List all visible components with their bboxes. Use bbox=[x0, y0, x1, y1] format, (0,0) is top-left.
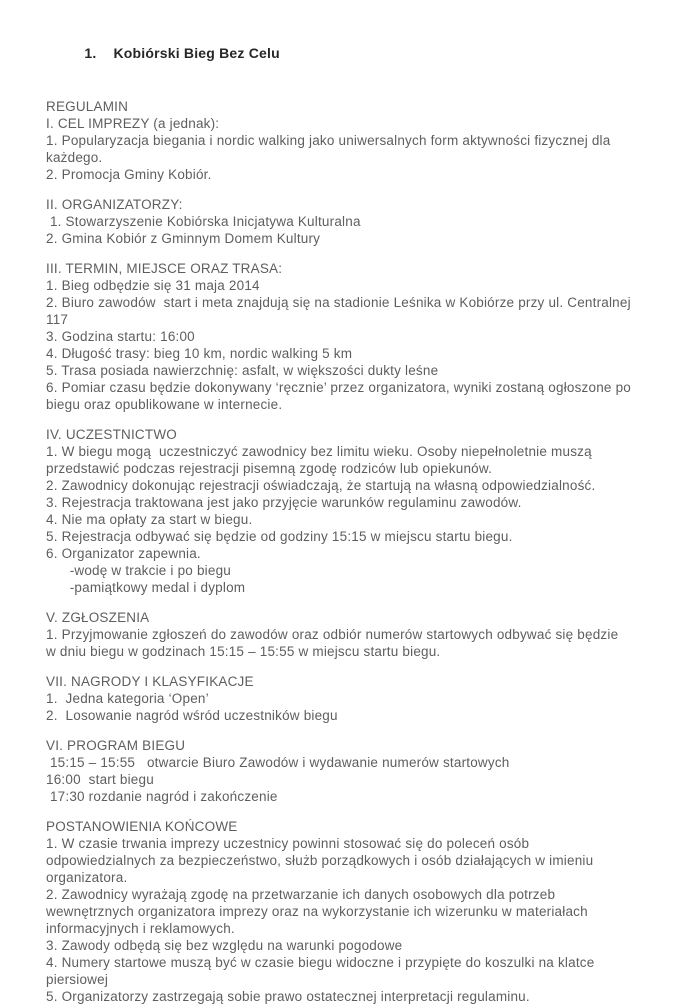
section-regulamin-cel-imprezy bbox=[46, 98, 673, 183]
text-line: -wodę w trakcie i po biegu bbox=[46, 563, 231, 578]
text-line: 4. Numery startowe muszą być w czasie biegu widoczne i przypięte do koszulki na klatce bbox=[46, 955, 595, 970]
text-line: piersiowej bbox=[46, 972, 109, 987]
text-line: 3. Zawody odbędą się bez względu na warunki pogodowe bbox=[46, 938, 403, 953]
text-line: 1. W biegu mogą uczestniczyć zawodnicy bez limitu wieku. Osoby niepełnoletnie muszą bbox=[46, 444, 592, 459]
document-title-number: 1. bbox=[84, 45, 97, 61]
section-nagrody-klasyfikacje bbox=[46, 673, 673, 724]
section-heading: VII. NAGRODY I KLASYFIKACJE bbox=[46, 674, 254, 689]
section-uczestnictwo bbox=[46, 426, 673, 596]
section-postanowienia-koncowe bbox=[46, 818, 673, 1005]
text-line: 5. Rejestracja odbywać się będzie od godziny 15:15 w miejscu startu biegu. bbox=[46, 529, 513, 544]
text-line: 16:00 start biegu bbox=[46, 772, 154, 787]
text-line: 17:30 rozdanie nagród i zakończenie bbox=[46, 789, 278, 804]
section-heading: VI. PROGRAM BIEGU bbox=[46, 738, 186, 753]
text-line: 15:15 – 15:55 otwarcie Biuro Zawodów i wydawanie numerów startowych bbox=[46, 755, 510, 770]
text-line: w dniu biegu w godzinach 15:15 – 15:55 w miejscu startu biegu. bbox=[46, 644, 441, 659]
text-line: przedstawić podczas rejestracji pisemną zgodę rodziców lub opiekunów. bbox=[46, 461, 493, 476]
section-heading: II. ORGANIZATORZY: bbox=[46, 197, 183, 212]
section-heading: REGULAMIN bbox=[46, 99, 129, 114]
text-line: 2. Losowanie nagród wśród uczestników biegu bbox=[46, 708, 338, 723]
text-line: 117 bbox=[46, 312, 69, 327]
text-line: 5. Trasa posiada nawierzchnię: asfalt, w większości dukty leśne bbox=[46, 363, 439, 378]
section-heading: III. TERMIN, MIEJSCE ORAZ TRASA: bbox=[46, 261, 283, 276]
section-heading: IV. UCZESTNICTWO bbox=[46, 427, 177, 442]
text-line: odpowiedzialnych za bezpieczeństwo, służb porządkowych i osób działających w imieniu bbox=[46, 853, 594, 868]
section-termin-miejsce-trasa bbox=[46, 260, 673, 413]
text-line: 5. Organizatorzy zastrzegają sobie prawo ostatecznej interpretacji regulaminu. bbox=[46, 989, 530, 1004]
text-line: 1. Przyjmowanie zgłoszeń do zawodów oraz odbiór numerów startowych odbywać się będzie bbox=[46, 627, 619, 642]
text-line: organizatora. bbox=[46, 870, 128, 885]
section-heading: POSTANOWIENIA KOŃCOWE bbox=[46, 819, 238, 834]
text-line: 4. Nie ma opłaty za start w biegu. bbox=[46, 512, 253, 527]
document-title bbox=[68, 28, 673, 79]
text-line: 2. Zawodnicy dokonując rejestracji oświadczają, że startują na własną odpowiedzialność. bbox=[46, 478, 596, 493]
text-line: 3. Godzina startu: 16:00 bbox=[46, 329, 195, 344]
text-line: informacyjnych i reklamowych. bbox=[46, 921, 235, 936]
section-program-biegu bbox=[46, 737, 673, 805]
section-organizatorzy bbox=[46, 196, 673, 247]
section-heading: V. ZGŁOSZENIA bbox=[46, 610, 150, 625]
text-line: każdego. bbox=[46, 150, 103, 165]
text-line: 2. Gmina Kobiór z Gminnym Domem Kultury bbox=[46, 231, 321, 246]
text-line: 1. Stowarzyszenie Kobiórska Inicjatywa Kulturalna bbox=[46, 214, 361, 229]
text-line: biegu oraz opublikowane w internecie. bbox=[46, 397, 283, 412]
text-line: 1. W czasie trwania imprezy uczestnicy powinni stosować się do poleceń osób bbox=[46, 836, 530, 851]
text-line: 2. Biuro zawodów start i meta znajdują się na stadionie Leśnika w Kobiórze przy ul. Centralnej bbox=[46, 295, 631, 310]
document-title-text: Kobiórski Bieg Bez Celu bbox=[113, 45, 280, 61]
text-line: wewnętrznych organizatora imprezy oraz na wykorzystanie ich wizerunku w materiałach bbox=[46, 904, 588, 919]
text-line: 4. Długość trasy: bieg 10 km, nordic walking 5 km bbox=[46, 346, 353, 361]
text-line: 2. Zawodnicy wyrażają zgodę na przetwarzanie ich danych osobowych dla potrzeb bbox=[46, 887, 556, 902]
text-line: 1. Jedna kategoria ‘Open’ bbox=[46, 691, 209, 706]
text-line: 1. Bieg odbędzie się 31 maja 2014 bbox=[46, 278, 260, 293]
text-line: 6. Organizator zapewnia. bbox=[46, 546, 201, 561]
text-line: -pamiątkowy medal i dyplom bbox=[46, 580, 246, 595]
text-line: 2. Promocja Gminy Kobiór. bbox=[46, 167, 212, 182]
text-line: I. CEL IMPREZY (a jednak): bbox=[46, 116, 220, 131]
document-body bbox=[46, 98, 673, 1005]
text-line: 6. Pomiar czasu będzie dokonywany ‘ręcznie’ przez organizatora, wyniki zostaną ogłoszone po bbox=[46, 380, 632, 395]
text-line: 1. Popularyzacja biegania i nordic walking jako uniwersalnych form aktywności fizycznej dla bbox=[46, 133, 611, 148]
section-zgloszenia bbox=[46, 609, 673, 660]
text-line: 3. Rejestracja traktowana jest jako przyjęcie warunków regulaminu zawodów. bbox=[46, 495, 522, 510]
